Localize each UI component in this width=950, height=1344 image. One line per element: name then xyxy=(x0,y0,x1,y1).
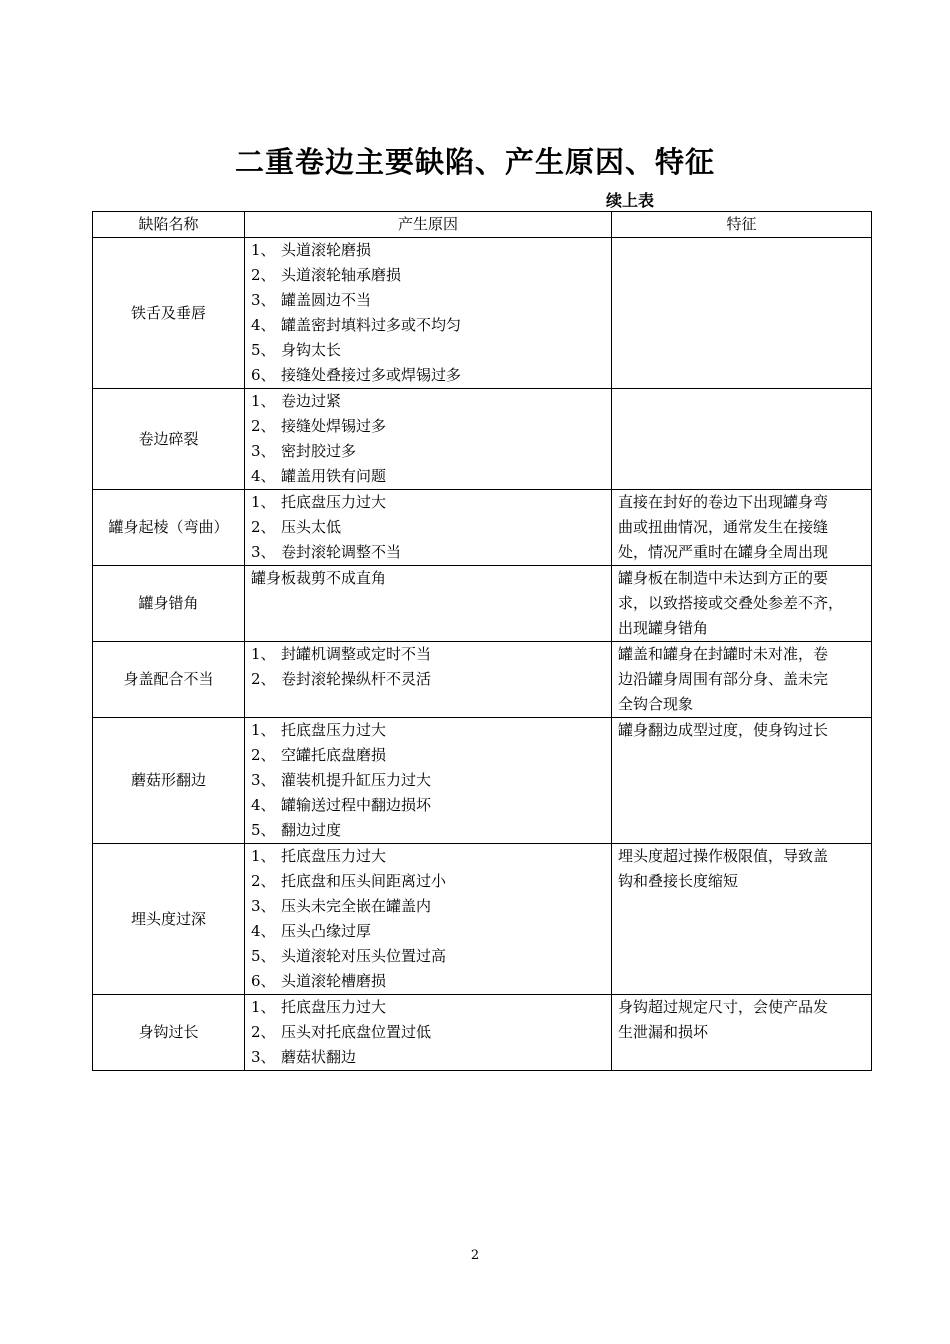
table-row xyxy=(93,718,872,844)
table-row xyxy=(93,490,872,566)
cause-text: 压头未完全嵌在罐盖内 xyxy=(281,897,432,915)
cause-number: 1、 xyxy=(251,392,276,410)
cause-item xyxy=(251,768,605,793)
cause-number: 1、 xyxy=(251,847,276,865)
cause-item xyxy=(251,338,605,363)
defect-name-cell: 身盖配合不当 xyxy=(93,642,245,718)
cause-number: 1、 xyxy=(251,241,276,259)
features-cell xyxy=(612,238,872,389)
causes-cell xyxy=(245,995,612,1071)
causes-cell xyxy=(245,566,612,642)
cause-text: 罐盖圆边不当 xyxy=(281,291,372,309)
cause-text: 空罐托底盘磨损 xyxy=(281,746,387,764)
defect-name-cell: 身钩过长 xyxy=(93,995,245,1071)
cause-item xyxy=(251,894,605,919)
table-row xyxy=(93,566,872,642)
cause-number: 1、 xyxy=(251,721,276,739)
features-cell xyxy=(612,995,872,1071)
causes-cell xyxy=(245,718,612,844)
cause-text: 灌装机提升缸压力过大 xyxy=(281,771,432,789)
defects-table xyxy=(92,211,872,1071)
table-row xyxy=(93,642,872,718)
cause-number: 1、 xyxy=(251,493,276,511)
cause-item xyxy=(251,363,605,388)
cause-item xyxy=(251,944,605,969)
causes-cell xyxy=(245,844,612,995)
cause-text: 托底盘和压头间距离过小 xyxy=(281,872,447,890)
cause-item xyxy=(251,743,605,768)
cause-item xyxy=(251,515,605,540)
feature-line: 埋头度超过操作极限值，导致盖 xyxy=(618,847,829,865)
cause-text: 头道滚轮磨损 xyxy=(281,241,372,259)
cause-number: 2、 xyxy=(251,266,276,284)
cause-text: 罐身板裁剪不成直角 xyxy=(251,569,387,587)
cause-text: 卷封滚轮调整不当 xyxy=(281,543,402,561)
table-row xyxy=(93,238,872,389)
cause-number: 4、 xyxy=(251,467,276,485)
cause-number: 3、 xyxy=(251,442,276,460)
cause-item xyxy=(251,540,605,565)
cause-item xyxy=(251,288,605,313)
features-cell xyxy=(612,642,872,718)
cause-number: 4、 xyxy=(251,796,276,814)
feature-line: 求，以致搭接或交叠处参差不齐， xyxy=(618,594,844,612)
cause-item xyxy=(251,642,605,667)
feature-line: 钩和叠接长度缩短 xyxy=(618,872,739,890)
header-causes: 产生原因 xyxy=(245,212,612,238)
cause-number: 2、 xyxy=(251,670,276,688)
cause-text: 压头凸缘过厚 xyxy=(281,922,372,940)
defect-name-cell: 罐身错角 xyxy=(93,566,245,642)
cause-item xyxy=(251,1020,605,1045)
features-cell xyxy=(612,490,872,566)
features-cell xyxy=(612,566,872,642)
cause-text: 压头太低 xyxy=(281,518,342,536)
cause-text: 罐输送过程中翻边损坏 xyxy=(281,796,432,814)
feature-line: 全钩合现象 xyxy=(618,695,694,713)
cause-number: 3、 xyxy=(251,291,276,309)
cause-text: 罐盖密封填料过多或不均匀 xyxy=(281,316,462,334)
cause-number: 2、 xyxy=(251,518,276,536)
cause-text: 托底盘压力过大 xyxy=(281,493,387,511)
cause-number: 6、 xyxy=(251,366,276,384)
cause-text: 封罐机调整或定时不当 xyxy=(281,645,432,663)
cause-number: 2、 xyxy=(251,1023,276,1041)
causes-cell xyxy=(245,389,612,490)
feature-line: 身钩超过规定尺寸，会使产品发 xyxy=(618,998,829,1016)
cause-number: 5、 xyxy=(251,821,276,839)
causes-cell xyxy=(245,490,612,566)
cause-item xyxy=(251,919,605,944)
cause-text: 卷封滚轮操纵杆不灵活 xyxy=(281,670,432,688)
feature-line: 曲或扭曲情况，通常发生在接缝 xyxy=(618,518,829,536)
cause-item xyxy=(251,793,605,818)
table-header-row xyxy=(93,212,872,238)
cause-text: 罐盖用铁有问题 xyxy=(281,467,387,485)
header-features: 特征 xyxy=(612,212,872,238)
features-cell xyxy=(612,718,872,844)
cause-number: 4、 xyxy=(251,316,276,334)
cause-number: 5、 xyxy=(251,341,276,359)
cause-item xyxy=(251,414,605,439)
cause-text: 蘑菇状翻边 xyxy=(281,1048,357,1066)
cause-item xyxy=(251,1045,605,1070)
cause-item xyxy=(251,490,605,515)
cause-text: 托底盘压力过大 xyxy=(281,721,387,739)
cause-item xyxy=(251,263,605,288)
cause-text: 接缝处焊锡过多 xyxy=(281,417,387,435)
cause-item xyxy=(251,439,605,464)
causes-cell xyxy=(245,238,612,389)
cause-number: 6、 xyxy=(251,972,276,990)
cause-text: 翻边过度 xyxy=(281,821,342,839)
causes-cell xyxy=(245,642,612,718)
document-title: 二重卷边主要缺陷、产生原因、特征 xyxy=(234,145,715,179)
cause-item xyxy=(251,995,605,1020)
feature-line: 罐身翻边成型过度，使身钩过长 xyxy=(618,721,829,739)
feature-line: 罐盖和罐身在封罐时未对准，卷 xyxy=(618,645,829,663)
cause-text: 接缝处叠接过多或焊锡过多 xyxy=(281,366,462,384)
table-row xyxy=(93,995,872,1071)
cause-item xyxy=(251,389,605,414)
cause-number: 4、 xyxy=(251,922,276,940)
cause-number: 3、 xyxy=(251,771,276,789)
header-defect-name: 缺陷名称 xyxy=(93,212,245,238)
defect-name-cell: 埋头度过深 xyxy=(93,844,245,995)
cause-item xyxy=(251,869,605,894)
defect-name-cell: 蘑菇形翻边 xyxy=(93,718,245,844)
cause-item xyxy=(251,818,605,843)
cause-number: 3、 xyxy=(251,543,276,561)
cause-item xyxy=(251,566,605,591)
cause-text: 头道滚轮轴承磨损 xyxy=(281,266,402,284)
cause-text: 卷边过紧 xyxy=(281,392,342,410)
feature-line: 直接在封好的卷边下出现罐身弯 xyxy=(618,493,829,511)
cause-text: 托底盘压力过大 xyxy=(281,847,387,865)
cause-text: 头道滚轮槽磨损 xyxy=(281,972,387,990)
cause-number: 2、 xyxy=(251,746,276,764)
cause-text: 身钩太长 xyxy=(281,341,342,359)
cause-item xyxy=(251,844,605,869)
defect-name-cell: 罐身起棱（弯曲） xyxy=(93,490,245,566)
cause-number: 3、 xyxy=(251,1048,276,1066)
cause-text: 托底盘压力过大 xyxy=(281,998,387,1016)
defect-name-cell: 铁舌及垂唇 xyxy=(93,238,245,389)
cause-item xyxy=(251,238,605,263)
feature-line: 出现罐身错角 xyxy=(618,619,709,637)
feature-line: 处，情况严重时在罐身全周出现 xyxy=(618,543,829,561)
cause-number: 3、 xyxy=(251,897,276,915)
continued-label: 续上表 xyxy=(606,191,655,210)
cause-item xyxy=(251,667,605,692)
table-row xyxy=(93,844,872,995)
cause-number: 1、 xyxy=(251,998,276,1016)
features-cell xyxy=(612,389,872,490)
cause-text: 密封胶过多 xyxy=(281,442,357,460)
features-cell xyxy=(612,844,872,995)
defect-name-cell: 卷边碎裂 xyxy=(93,389,245,490)
cause-number: 5、 xyxy=(251,947,276,965)
cause-number: 2、 xyxy=(251,417,276,435)
cause-text: 压头对托底盘位置过低 xyxy=(281,1023,432,1041)
feature-line: 生泄漏和损坏 xyxy=(618,1023,709,1041)
cause-item xyxy=(251,464,605,489)
cause-number: 1、 xyxy=(251,645,276,663)
feature-line: 边沿罐身周围有部分身、盖未完 xyxy=(618,670,829,688)
cause-item xyxy=(251,969,605,994)
cause-text: 头道滚轮对压头位置过高 xyxy=(281,947,447,965)
cause-item xyxy=(251,718,605,743)
table-row xyxy=(93,389,872,490)
feature-line: 罐身板在制造中未达到方正的要 xyxy=(618,569,829,587)
cause-item xyxy=(251,313,605,338)
page-number: 2 xyxy=(470,1248,480,1263)
cause-number: 2、 xyxy=(251,872,276,890)
